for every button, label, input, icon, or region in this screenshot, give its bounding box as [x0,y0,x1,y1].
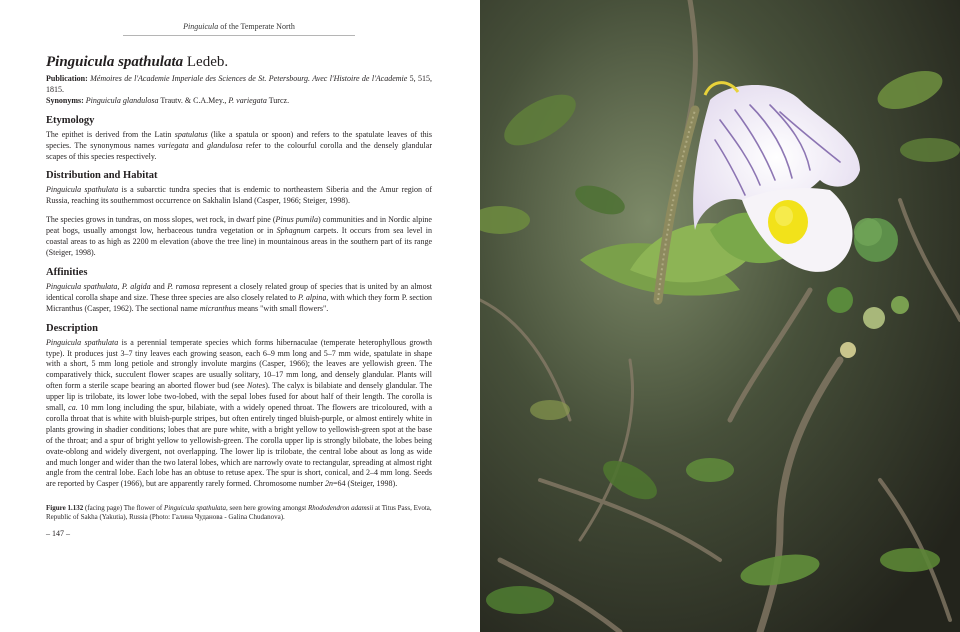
synonym-2: P. variegata [228,95,267,105]
distribution-paragraph-2: The species grows in tundras, on moss slopes, wet rock, in dwarf pine (Pinus pumila) communities and in Nordic alpine peat bogs, usually amongst low, herbaceous tundra vegetation or in Sphagnum carpets. It occurs from sea level in coastal areas to as high as 2200 m elevation (above the tree line) in mountainous areas in the southern part of its range (Steiger, 1998). [46,215,433,257]
synonyms-line [46,96,432,107]
page-number: – 147 – [46,529,70,539]
publication-ref: 5, 515, 1815. [46,74,433,94]
distribution-paragraph-1: Pinguicula spathulata is a subarctic tundra species that is endemic to northeastern Siberia and the Amur region of Russia, reaching its southernmost occurrence on Sakhalin Island (Casper, 1966; Steiger, 1998). [46,185,432,206]
flower-photo [480,0,960,632]
running-head-text: of the Temperate North [218,22,295,31]
description-paragraph: Pinguicula spathulata is a perennial temperate species which forms hibernaculae (temperate heterophyllous growth type). It produces just 3–7 tiny leaves each growing season, each 6–9 mm long and 5–7 mm wide, spatulate in shape with a short, 5 mm long petiole and strongly involute margins (Casper, 1966); the leaves are yellowish green. The comparatively thick, succulent flower scapes are usually solitary, 10–17 mm long, and densely glandular. Plants will often form a sterile scape bearing an aborted flower bud (see Notes). The calyx is bilabiate and densely glandular. The upper lip is trilobate, its lower lobe two-lobed, with the sepal lobes fused for about half of their length. The corolla is small, ca. 10 mm long including the spur, bilabiate, with a widely opened throat. The flowers are tricoloured, with a corolla throat that is white with bluish-purple stripes, but often entirely tinged bluish-purple, or almost entirely white in plants growing in shadier conditions; lobes that are pure white, with a bright yellow to yellowish-green spot at the base of the throat; and a spur of bright yellow to yellowish-green. The corolla upper lip is strongly bilobate, the lobes being ovate-oblong and widely divergent, not overlapping. The lower lip is trilobate, the central lobe about as long as wide and much longer and wider than the two lateral lobes, which are narrowly ovate to rectangular, spreading at almost right angle from the central lobe. Each lobe has an obtuse to retuse apex. The spur is short, conical, and 2–4 mm long. Seeds are reported by Casper (1966), but are apparently rarely formed. Chromosome number 2n=64 (Steiger, 1998). [46,337,433,489]
distribution-heading: Distribution and Habitat [46,170,158,182]
affinities-paragraph: Pinguicula spathulata, P. algida and P. ramosa represent a closely related group of species that is united by an almost identical corolla shape and size. These three species are also closely related to P. alpina, with which they form P. section Micranthus (Casper, 1962). The sectional name micranthus means "with small flowers". [46,281,432,313]
figure-caption: Figure 1.132 (facing page) The flower of Pinguicula spathulata, seen here growing amongst Rhododendron adamsii at Titus Pass, Evota, Republic of Sakha (Yakutia), Russia (Photo: Галина Чуданова - Galina Chudanova). [46,504,432,522]
affinities-heading: Affinities [46,266,88,278]
publication-title: Mémoires de l'Academie Imperiale des Sciences de St. Petersbourg. Avec l'Histoire de l'Academie [90,74,408,83]
publication-label: Publication: [46,74,88,83]
publication-line [46,74,432,96]
etymology-paragraph: The epithet is derived from the Latin spatulatus (like a spatula or spoon) and refers to the spatulate leaves of this species. The synonymous names variegata and glandulosa refer to the colourful corolla and the densely glandular scapes of this species respectively. [46,129,432,161]
synonym-2-author: Turcz. [266,95,290,105]
species-binomial: Pinguicula spathulata [46,54,184,70]
synonyms-label: Synonyms: [46,95,84,105]
synonym-1: Pinguicula glandulosa [85,95,159,105]
etymology-heading: Etymology [46,114,95,126]
species-title [46,54,432,71]
description-heading: Description [46,322,98,334]
synonym-1-author: Trautv. & C.A.Mey., [158,95,229,105]
running-head-genus: Pinguicula [183,22,219,31]
species-author: Ledeb. [183,54,229,70]
running-head [123,22,355,36]
